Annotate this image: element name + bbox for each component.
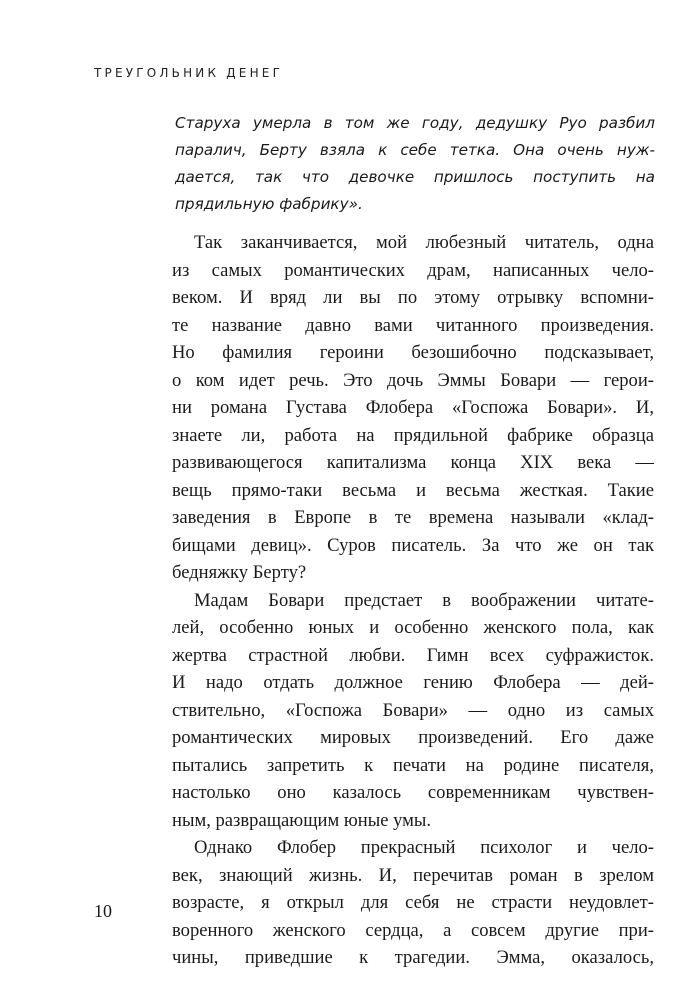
paragraph-line: ным, развращающим юные умы. bbox=[172, 809, 432, 831]
paragraph-line: И надо отдать должное гению Флобера — дей- bbox=[172, 672, 654, 693]
paragraph-line: романтических мировых произведений. Его даже bbox=[172, 727, 654, 748]
paragraph-line: Однако Флобер прекрасный психолог и чело- bbox=[194, 837, 654, 858]
page-number: 10 bbox=[94, 901, 112, 921]
paragraph-line: веком. И вряд ли вы по этому отрывку вспомни- bbox=[172, 287, 654, 308]
paragraph-line: о ком идет речь. Это дочь Эммы Бовари — герои- bbox=[172, 369, 654, 391]
epigraph-line: дается, так что девочке пришлось поступить на bbox=[175, 168, 655, 186]
paragraph-line: воренного женского сердца, а совсем другие при- bbox=[172, 919, 654, 941]
paragraph-line: вещь прямо-таки весьма и весьма жесткая. Такие bbox=[172, 479, 654, 501]
paragraph-line: чины, приведшие к трагедии. Эмма, оказалось, bbox=[172, 947, 654, 968]
body-text bbox=[172, 229, 654, 972]
paragraph-line: жертва страстной любви. Гимн всех суфражисток. bbox=[172, 644, 654, 666]
epigraph-line: паралич, Берту взяла к себе тетка. Она очень нуж- bbox=[175, 141, 655, 159]
paragraph-line: бедняжку Берту? bbox=[172, 562, 307, 583]
paragraph-line: Мадам Бовари предстает в воображении читате- bbox=[194, 589, 654, 611]
paragraph-line: бищами девиц». Суров писатель. За что же он так bbox=[172, 534, 654, 556]
running-title: ТРЕУГОЛЬНИК ДЕНЕГ bbox=[94, 66, 284, 80]
paragraph-line: те название давно вами читанного произведения. bbox=[172, 314, 654, 336]
epigraph-quote bbox=[175, 110, 655, 218]
paragraph-line: пытались запретить к печати на родине писателя, bbox=[172, 754, 654, 776]
paragraph-line: настолько оно казалось современникам чувствен- bbox=[172, 782, 654, 803]
paragraph-line: Так заканчивается, мой любезный читатель, одна bbox=[194, 232, 654, 253]
paragraph-line: Но фамилия героини безошибочно подсказывает, bbox=[172, 342, 654, 363]
epigraph-line: Старуха умерла в том же году, дедушку Руо разбил bbox=[175, 114, 655, 132]
paragraph-line: лей, особенно юных и особенно женского пола, как bbox=[172, 617, 654, 638]
paragraph-line: развивающегося капитализма конца XIX века — bbox=[172, 452, 654, 473]
paragraph-line: заведения в Европе в те времена называли «клад- bbox=[172, 507, 654, 528]
paragraph-line: из самых романтических драм, написанных чело- bbox=[172, 259, 654, 281]
paragraph-line: знаете ли, работа на прядильной фабрике образца bbox=[172, 424, 654, 446]
paragraph-line: возрасте, я открыл для себя не страсти неудовлет- bbox=[172, 892, 654, 913]
paragraph-line: ни романа Густава Флобера «Госпожа Бовари». И, bbox=[172, 397, 654, 418]
epigraph-line: прядильную фабрику». bbox=[175, 195, 363, 213]
paragraph-line: век, знающий жизнь. И, перечитав роман в зрелом bbox=[172, 864, 654, 886]
paragraph-line: ствительно, «Госпожа Бовари» — одно из самых bbox=[172, 699, 654, 721]
